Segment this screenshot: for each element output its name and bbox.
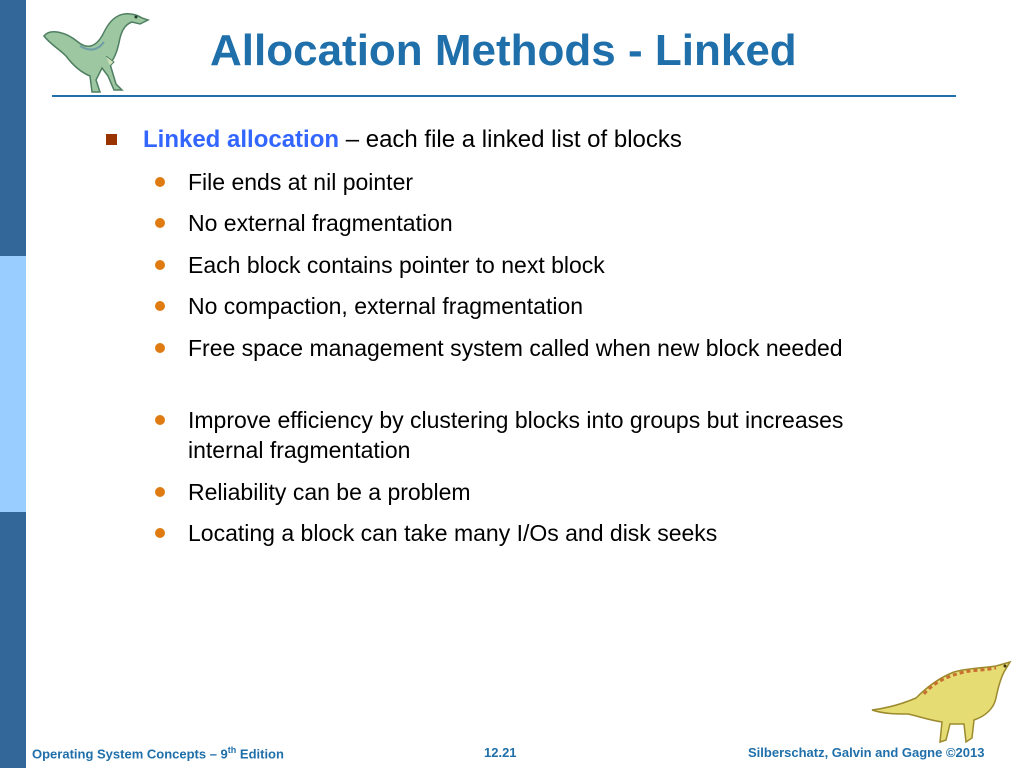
dot-bullet-icon bbox=[155, 301, 165, 311]
page-title: Allocation Methods - Linked bbox=[210, 26, 797, 75]
dot-bullet-icon bbox=[155, 528, 165, 538]
footer-title-superscript: th bbox=[227, 745, 237, 755]
dot-bullet-icon bbox=[155, 415, 165, 425]
footer-title-prefix: Operating System Concepts – 9 bbox=[32, 746, 228, 762]
dot-bullet-icon bbox=[155, 218, 165, 228]
linked-allocation-term: Linked allocation bbox=[143, 126, 340, 153]
list-item: Reliability can be a problem bbox=[188, 479, 471, 505]
list-item: File ends at nil pointer bbox=[188, 169, 414, 195]
list-item: No compaction, external fragmentation bbox=[188, 293, 584, 319]
square-bullet-icon bbox=[106, 134, 117, 145]
list-item: No external fragmentation bbox=[188, 210, 453, 236]
linked-allocation-definition: – each file a linked list of blocks bbox=[339, 126, 682, 153]
footer-course-title bbox=[32, 745, 284, 761]
page-number: 12.21 bbox=[484, 745, 517, 760]
dot-bullet-icon bbox=[155, 177, 165, 187]
dot-bullet-icon bbox=[155, 260, 165, 270]
dot-bullet-icon bbox=[155, 343, 165, 353]
list-item: Each block contains pointer to next block bbox=[188, 252, 605, 278]
level1-bullet bbox=[143, 126, 682, 154]
footer-title-suffix: Edition bbox=[236, 746, 284, 762]
list-item: Improve efficiency by clustering blocks into groups but increases internal fragmentation bbox=[188, 407, 844, 463]
dot-bullet-icon bbox=[155, 487, 165, 497]
list-item: Free space management system called when new block needed bbox=[188, 335, 843, 361]
footer-copyright: Silberschatz, Galvin and Gagne ©2013 bbox=[748, 745, 985, 760]
dinosaur-icon bbox=[868, 658, 1018, 748]
list-item: Locating a block can take many I/Os and disk seeks bbox=[188, 520, 718, 546]
